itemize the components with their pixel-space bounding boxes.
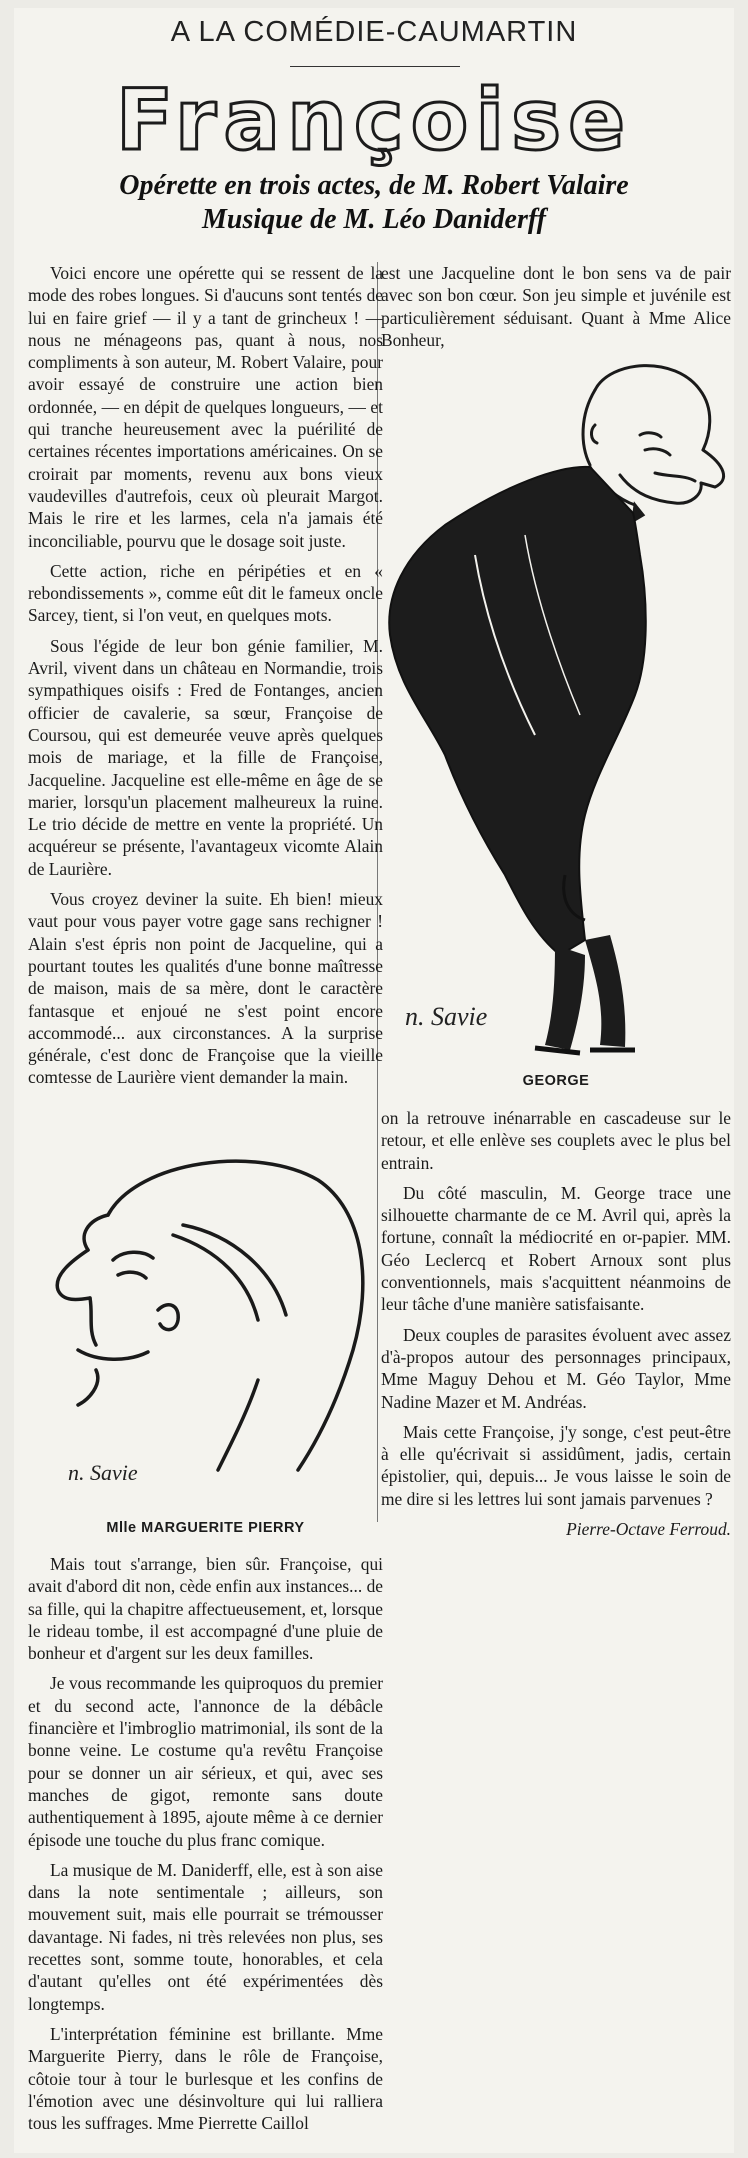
pierry-caption: Mlle MARGUERITE PIERRY — [106, 1520, 305, 1536]
artist-signature: n. Savie — [68, 1460, 138, 1485]
paragraph: est une Jacqueline dont le bon sens va de pair avec son bon cœur. Son jeu simple et juvénile est particulièrement séduisant. Quant à Mme Alice Bonheur, — [381, 263, 731, 350]
paragraph: Je vous recommande les quiproquos du premier et du second acte, l'annonce de la débâcle financière et l'imbroglio matrimonial, ils sont de la bonne veine. Le costume qu'a revêtu Françoise pour se donner un air sérieux, et qui, avec ses manches de gigot, remonte sans doute authentiquement à 1895, ajoute même à ce dernier épisode une touche du plus franc comique. — [28, 1673, 383, 1850]
kicker-rule — [290, 66, 460, 67]
paragraph: Mais cette Françoise, j'y songe, c'est peut-être à elle qu'écrivait si assidûment, jadis, certain épistolier, qui, depuis... Je vous laisse le soin de me dire si les lettres lui sont jamais parvenues ? — [381, 1421, 731, 1509]
paragraph: L'interprétation féminine est brillante. Mme Marguerite Pierry, dans le rôle de Françoise, côtoie tour à tour le burlesque et les confins de l'émotion avec une désinvolture qui lui ralliera tous les suffrages. Mme Pierrette Caillol — [28, 2023, 383, 2134]
right-column-top — [381, 262, 731, 359]
paragraph: Sous l'égide de leur bon génie familier, M. Avril, vivent dans un château en Normandie, trois sympathiques oisifs : Fred de Fontanges, ancien officier de cavalerie, sa sœur, Françoise de Coursou, qui est demeurée veuve après quelques mois de mariage, et la fille de Françoise, Jacqueline. Jacqueline est elle-même en âge de se marier, lorsqu'un placement malheureux la ruine. Le trio décide de mettre en vente la propriété. Un acquéreur se présente, l'avantageux vicomte Alain de Laurière. — [28, 635, 383, 879]
article-title: Françoise — [115, 71, 633, 169]
paragraph: Du côté masculin, M. George trace une silhouette charmante de ce M. Avril qui, après la fortune, connaît la médiocrité en or-papier. MM. Géo Leclercq et Robert Arnoux sont plus conventionnels, mais s'acquittent néanmoins de leur tâche d'une manière satisfaisante. — [381, 1182, 731, 1315]
paragraph: Vous croyez deviner la suite. Eh bien! mieux vaut pour vous payer votre gage sans rechigner ! Alain s'est épris non point de Jacqueline, qui a pourtant toutes les qualités d'une bonne maîtresse de maison, mais de sa mère, dont le caractère fantasque et enjoué ne s'est point encore accommodé... aux circonstances. A la surprise générale, c'est donc de Françoise que la vieille comtesse de Laurière vient demander la main. — [28, 889, 383, 1088]
artist-signature: n. Savie — [405, 1002, 488, 1031]
george-caption: GEORGE — [522, 1073, 590, 1089]
left-column-top — [28, 262, 383, 1097]
paragraph: Cette action, riche en péripéties et en « rebondissements », comme eût dit le fameux oncle Sarcey, tient, si l'on veut, en quelques mots. — [28, 560, 383, 626]
subtitle-line-1: Opérette en trois actes, de M. Robert Valaire — [119, 170, 629, 201]
paragraph: on la retrouve inénarrable en cascadeuse sur le retour, et elle enlève ses couplets avec le plus bel entrain. — [381, 1108, 731, 1173]
subtitle-line-2: Musique de M. Léo Daniderff — [201, 204, 547, 235]
paragraph: Deux couples de parasites évoluent avec assez d'à-propos autour des personnages principaux, Mme Maguy Dehou et M. Géo Taylor, Mme Nadine Mazer et M. Andréas. — [381, 1324, 731, 1412]
left-column-bottom — [28, 1553, 383, 2142]
pierry-caricature — [18, 1140, 368, 1510]
george-caricature — [385, 355, 735, 1070]
section-kicker: A LA COMÉDIE-CAUMARTIN — [170, 16, 578, 48]
paragraph: Mais tout s'arrange, bien sûr. Françoise, qui avait d'abord dit non, cède enfin aux instances... de sa fille, qui la chapitre affectueusement, et, lorsque le rideau tombe, il est accompagné d'une pluie de bonheur et d'argent sur les deux familles. — [28, 1554, 383, 1664]
paragraph: Voici encore une opérette qui se ressent de la mode des robes longues. Si d'aucuns sont tentés de lui en faire grief — il y a tant de grincheux ! — nous ne ménageons pas, quant à nous, nos compliments à son auteur, M. Robert Valaire, pour avoir essayé de construire une action bien ordonnée, — en dépit de quelques longueurs, — et qui tranche heureusement avec la puérilité de certaines récentes importations américaines. On se croirait par moments, revenu aux bons vieux vaudevilles d'autrefois, ceux où pleurait Margot. Mais le rire et les larmes, cela n'a jamais été inconciliable, pourvu que le dosage soit juste. — [28, 263, 383, 551]
author-signature: Pierre-Octave Ferroud. — [566, 1519, 731, 1540]
right-column-bottom — [381, 1107, 731, 1540]
paragraph: La musique de M. Daniderff, elle, est à son aise dans la note sentimentale ; ailleurs, son mouvement suit, mais elle pourrait se trémousser davantage. Ni fades, ni très relevées non plus, ses recettes sont, somme toute, honorables, et cela d'autant qu'elles ont été expérimentées dès longtemps. — [28, 1859, 383, 2014]
